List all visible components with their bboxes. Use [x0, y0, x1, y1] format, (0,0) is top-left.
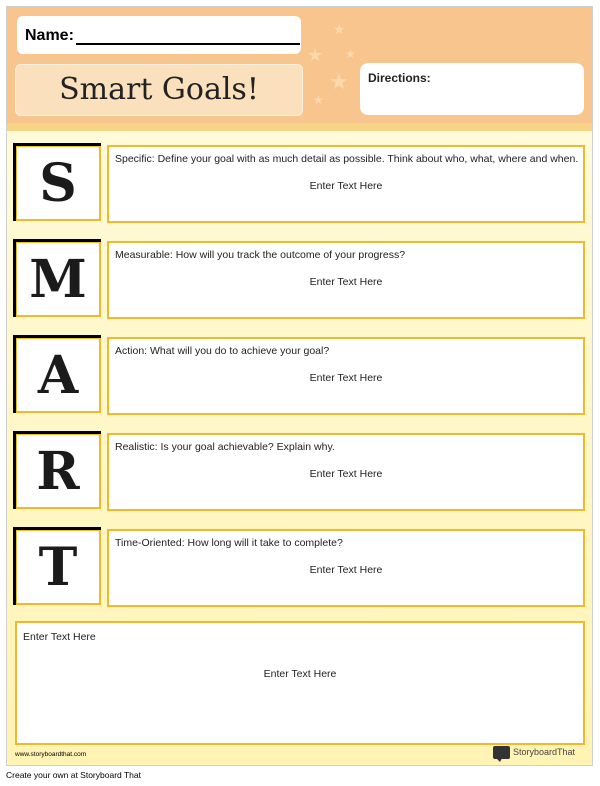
- letter-box-m: [15, 241, 101, 317]
- enter-text[interactable]: Enter Text Here: [309, 564, 383, 576]
- star-icon: ★: [333, 21, 346, 37]
- smart-letter: R: [36, 440, 80, 502]
- enter-text[interactable]: Enter Text Here: [309, 468, 383, 480]
- prompt-text: Realistic: Is your goal achievable? Explain why.: [115, 441, 335, 453]
- letter-box-s: [15, 145, 101, 221]
- name-field[interactable]: [17, 16, 301, 54]
- star-icon: ★: [307, 45, 324, 65]
- realistic-box[interactable]: [107, 433, 585, 511]
- enter-text[interactable]: Enter Text Here: [309, 180, 383, 192]
- header-stripe: [7, 123, 592, 131]
- letter-box-r: [15, 433, 101, 509]
- prompt-text: Specific: Define your goal with as much detail as possible. Think about who, what, where and when.: [115, 153, 579, 165]
- action-box[interactable]: [107, 337, 585, 415]
- worksheet-title: Smart Goals!: [59, 72, 259, 107]
- star-icon: ★: [329, 69, 349, 94]
- header-band: [7, 7, 592, 123]
- enter-text[interactable]: Enter Text Here: [309, 276, 383, 288]
- prompt-text: Time-Oriented: How long will it take to complete?: [115, 537, 343, 549]
- letter-box-a: [15, 337, 101, 413]
- storyboardthat-logo-icon: [493, 746, 510, 759]
- smart-letter: S: [39, 152, 77, 214]
- name-label: Name:: [25, 27, 74, 44]
- time-oriented-box[interactable]: [107, 529, 585, 607]
- smart-letter: A: [37, 344, 79, 406]
- website-url[interactable]: www.storyboardthat.com: [15, 751, 87, 758]
- title-box: [15, 64, 303, 116]
- directions-field[interactable]: [360, 63, 584, 115]
- notes-box[interactable]: [15, 621, 585, 745]
- directions-label: Directions:: [368, 71, 431, 85]
- smart-letter: M: [29, 248, 87, 310]
- letter-box-t: [15, 529, 101, 605]
- brand-name: StoryboardThat: [513, 747, 576, 757]
- prompt-text: Action: What will you do to achieve your goal?: [115, 345, 330, 357]
- specific-box[interactable]: [107, 145, 585, 223]
- star-icon: ★: [313, 93, 324, 107]
- prompt-text: Measurable: How will you track the outcome of your progress?: [115, 249, 406, 261]
- notes-label: Enter Text Here: [23, 631, 96, 643]
- enter-text[interactable]: Enter Text Here: [309, 372, 383, 384]
- measurable-box[interactable]: [107, 241, 585, 319]
- footer-credit[interactable]: Create your own at Storyboard That: [6, 770, 141, 780]
- worksheet: [6, 6, 593, 766]
- smart-letter: T: [38, 536, 78, 598]
- name-underline: [76, 43, 300, 45]
- enter-text[interactable]: Enter Text Here: [263, 668, 337, 680]
- star-icon: ★: [345, 47, 356, 61]
- storyboardthat-brand[interactable]: [493, 744, 575, 760]
